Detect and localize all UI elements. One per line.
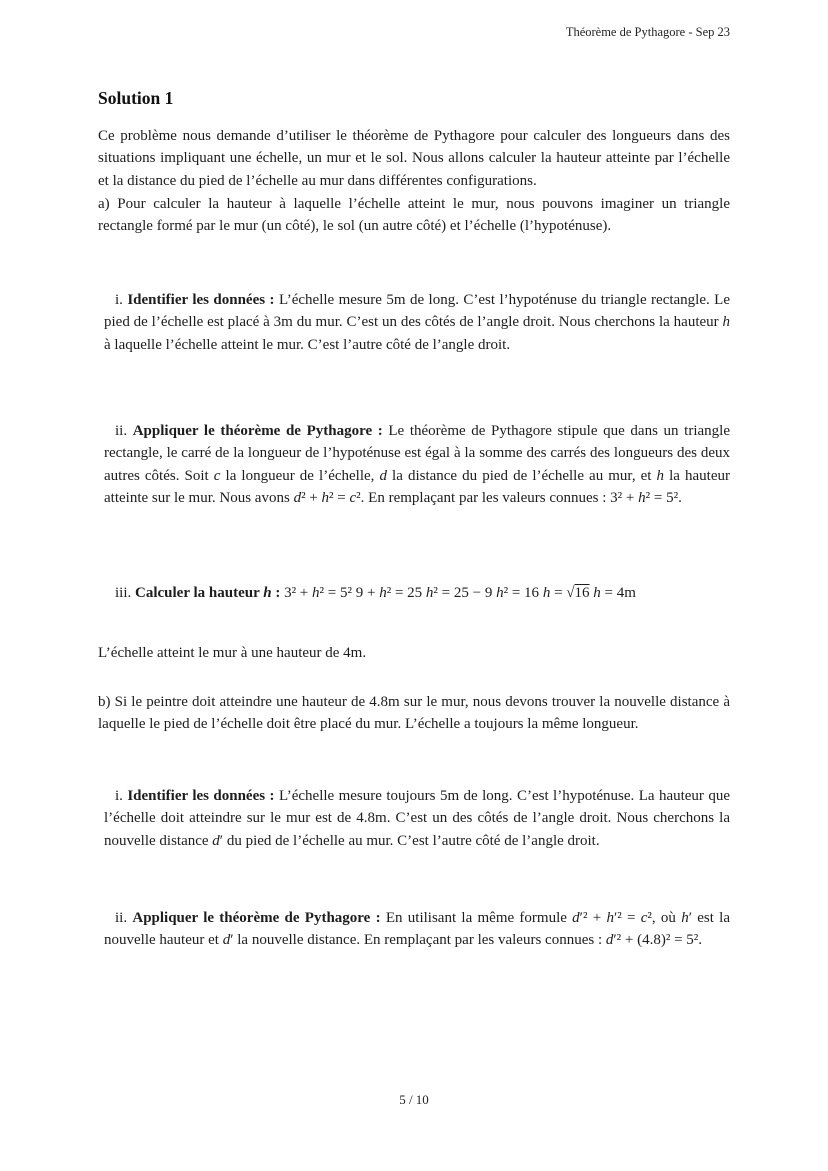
text-segment: à laquelle l’échelle atteint le mur. C’est l’autre côté de l’angle droit. [104,336,511,353]
math-variable: h [681,910,689,926]
part-a-step-i [104,289,730,356]
math-segment: ² = 25 [386,585,426,601]
part-b-step-i [104,785,730,852]
math-variable: h [321,489,330,506]
radical-sign: = √ [550,585,575,601]
part-a-step-iii [104,582,730,604]
part-a-lead-paragraph [98,193,730,238]
step-label: Identifier les données : [127,292,279,308]
solution-heading: Solution 1 [98,88,174,108]
math-segment: ′² = [613,910,641,926]
text-segment: la distance du pied de l’échelle au mur, et [386,467,657,484]
step-label: Appliquer le théorème de Pythagore : [132,910,386,926]
text-segment: Le théorème de Pythagore stipule que dans un triangle rectangle, le carré de la longueur de l’hypoténuse est égal à la somme des carrés des longueurs des deux autres côtés. Soit [104,423,730,484]
math-segment: ² = 25 − 9 [433,585,497,601]
text-segment: ′ du pied de l’échelle au mur. C’est l’autre côté de l’angle droit. [219,832,600,849]
radicand: 16 [574,585,590,601]
math-variable: d [293,489,302,506]
math-variable: h [379,585,387,601]
list-marker: ii. [115,910,133,926]
part-b-step-ii [104,907,730,952]
math-segment: ² = 5² 9 + [319,585,380,601]
step-label: Calculer la hauteur [135,585,264,601]
part-a-result-paragraph [98,642,730,664]
math-variable: h [722,314,730,331]
math-variable: d [222,932,231,949]
page-header [566,24,730,40]
math-segment: ′² + [579,910,607,926]
math-segment: ², où [647,910,682,926]
math-segment: ² + [301,489,322,506]
list-marker: i. [115,292,128,308]
math-variable: d [605,932,614,949]
math-variable: c [640,910,648,926]
math-variable: h [312,585,320,601]
math-variable: h [638,489,646,506]
math-segment: ² = [329,489,350,506]
math-variable: d [572,910,580,926]
math-segment: ² = 16 [503,585,543,601]
list-marker: ii. [115,423,133,439]
part-a-step-ii [104,420,730,509]
math-segment: 3² + [284,585,313,601]
list-marker: iii. [115,585,136,601]
text-segment: ′ est la nouvelle hauteur et [104,910,730,949]
list-marker: i. [115,788,128,804]
intro-paragraph [98,125,730,192]
step-label: : [271,585,285,601]
math-variable: h [263,585,272,601]
page-footer [0,1092,828,1108]
math-variable: h [606,910,614,926]
math-segment: ². En remplaçant par les valeurs connues : 3² + [356,489,639,506]
text-segment: la longueur de l’échelle, [220,467,380,484]
text-segment: ′ la nouvelle distance. En remplaçant par les valeurs connues : [230,932,606,949]
text-segment: L’échelle mesure 5m de long. C’est l’hypoténuse du triangle rectangle. Le pied de l’échelle est placé à 3m du mur. C’est un des côtés de l’angle droit. Nous cherchons la hauteur [104,292,730,331]
math-variable: h [593,585,601,601]
math-variable: c [213,467,221,484]
step-label: Appliquer le théorème de Pythagore : [132,423,389,439]
step-label: Identifier les données : [127,788,279,804]
math-segment: ² = 5². [645,489,682,506]
math-variable: d [212,832,220,849]
math-segment: ′² + (4.8)² = 5². [613,932,703,949]
math-variable: h [425,585,434,601]
text-segment: la hauteur atteinte sur le mur. Nous avons [104,467,730,506]
text-segment: b) Si le peintre doit atteindre une hauteur de 4.8m sur le mur, nous devons trouver la nouvelle distance à laquelle le pied de l’échelle doit être placé du mur. L’échelle a toujours la même longueur. [98,694,730,733]
text-segment: L’échelle atteint le mur à une hauteur de 4m. [98,645,367,661]
math-variable: h [496,585,504,601]
page-number-indicator: 5 / 10 [399,1092,429,1107]
text-segment: L’échelle mesure toujours 5m de long. C’est l’hypoténuse. La hauteur que l’échelle doit atteindre sur le mur est de 4.8m. C’est un des côtés de l’angle droit. Nous cherchons la nouvelle distance [104,788,731,849]
header-title: Théorème de Pythagore - Sep 23 [565,25,730,39]
text-segment: En utilisant la même formule [385,910,573,926]
math-variable: c [349,489,357,506]
math-variable: h [542,585,551,601]
part-b-lead-paragraph [98,691,730,736]
text-segment: a) Pour calculer la hauteur à laquelle l’échelle atteint le mur, nous pouvons imaginer un triangle rectangle formé par le mur (un côté), le sol (un autre côté) et l’échelle (l’hypoténuse). [98,196,730,235]
text-segment: Ce problème nous demande d’utiliser le théorème de Pythagore pour calculer des longueurs dans des situations impliquant une échelle, un mur et le sol. Nous allons calculer la hauteur atteinte par l’échelle et la distance du pied de l’échelle au mur dans différentes configurations. [98,128,730,189]
math-variable: h [656,467,665,484]
math-segment: = 4m [600,585,636,601]
math-variable: d [379,467,387,484]
